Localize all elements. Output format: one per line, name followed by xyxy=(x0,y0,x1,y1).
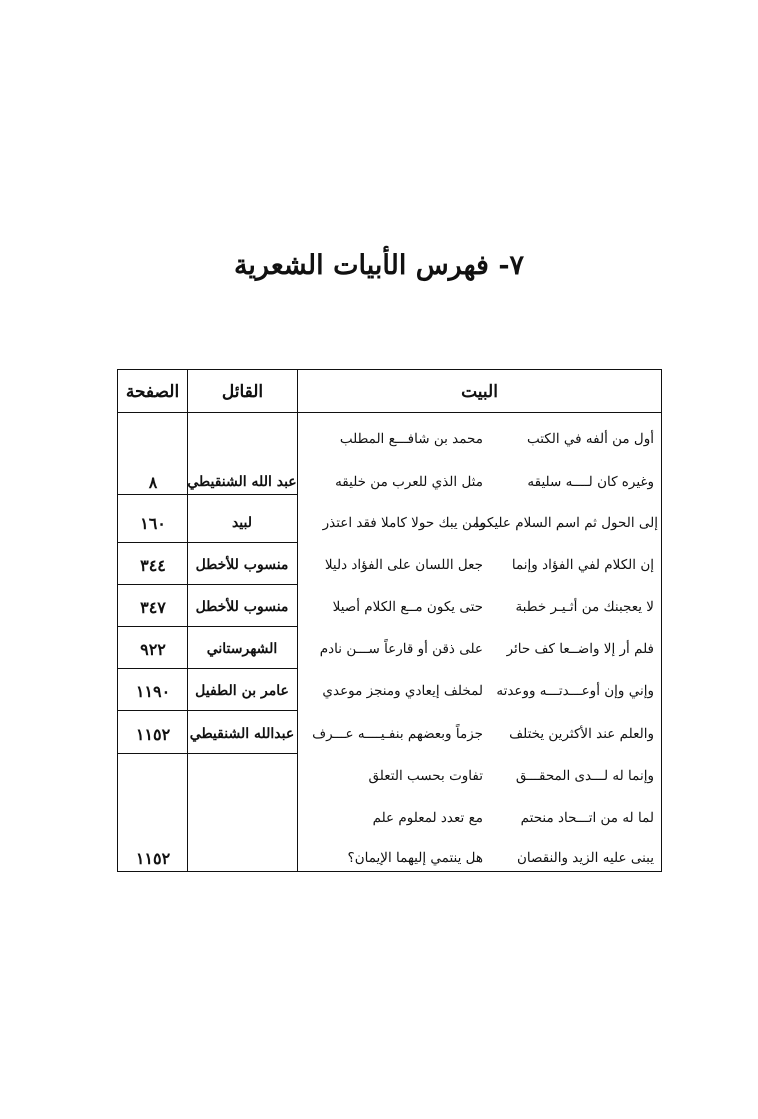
page-number: ١١٩٠ xyxy=(135,682,171,701)
row-divider xyxy=(118,584,297,585)
poet-name: منسوب للأخطل xyxy=(195,557,289,573)
verse-first-hemistich: فلم أر إلا واضــعا كف حائر xyxy=(506,641,654,657)
verse-second-hemistich: تفاوت بحسب التعلق xyxy=(368,768,483,784)
verse-first-hemistich: وإنما له لـــدى المحقـــق xyxy=(515,768,654,784)
column-divider xyxy=(187,370,188,871)
poet-name: عبد الله الشنقيطي xyxy=(187,474,297,490)
verse-first-hemistich: أول من ألفه في الكتب xyxy=(526,431,654,447)
verse-first-hemistich: إن الكلام لفي الفؤاد وإنما xyxy=(511,557,654,573)
page-number: ١٦٠ xyxy=(140,514,166,533)
verse-first-hemistich: يبنى عليه الزيد والنقصان xyxy=(516,850,654,866)
page-title: ٧- فهرس الأبيات الشعرية xyxy=(233,250,525,281)
row-divider xyxy=(118,494,297,495)
verse-first-hemistich: إلى الحول ثم اسم السلام عليكما xyxy=(474,515,658,531)
verse-first-hemistich: وغيره كان لــــه سليقه xyxy=(527,474,654,490)
verse-second-hemistich: ومن يبك حولا كاملا فقد اعتذر xyxy=(322,515,486,531)
verse-first-hemistich: لا يعجبنك من أثـيـر خطبة xyxy=(515,599,654,615)
row-divider xyxy=(118,542,297,543)
poet-name: عبدالله الشنقيطي xyxy=(189,726,295,742)
verse-second-hemistich: مع تعدد لمعلوم علم xyxy=(372,810,483,826)
poet-name: لبيد xyxy=(231,515,253,531)
poetry-index-table xyxy=(117,369,662,872)
poet-name: الشهرستاني xyxy=(206,641,278,657)
page-number: ٨ xyxy=(148,473,158,492)
verse-second-hemistich: حتى يكون مــع الكلام أصيلا xyxy=(332,599,483,615)
header-divider xyxy=(118,412,661,413)
verse-second-hemistich: هل ينتمي إليهما الإيمان؟ xyxy=(347,850,483,866)
page-number: ٣٤٤ xyxy=(140,556,166,575)
row-divider xyxy=(118,753,297,754)
row-divider xyxy=(118,626,297,627)
column-divider xyxy=(297,370,298,871)
page-number: ٣٤٧ xyxy=(140,598,166,617)
poet-name: منسوب للأخطل xyxy=(195,599,289,615)
verse-second-hemistich: على ذقن أو قارعاً ســـن نادم xyxy=(319,641,483,657)
verse-first-hemistich: لما له من اتـــحاد منحتم xyxy=(520,810,654,826)
verse-second-hemistich: محمد بن شافـــع المطلب xyxy=(339,431,483,447)
page-number: ١١٥٢ xyxy=(135,725,171,744)
poet-name: عامر بن الطفيل xyxy=(195,683,289,699)
page-number: ١١٥٢ xyxy=(135,849,171,868)
row-divider xyxy=(118,668,297,669)
header-verse: البيت xyxy=(461,382,498,402)
verse-second-hemistich: مثل الذي للعرب من خليقه xyxy=(335,474,483,490)
verse-first-hemistich: والعلم عند الأكثرين يختلف xyxy=(509,726,654,742)
header-page: الصفحة xyxy=(125,382,180,402)
verse-second-hemistich: جزماً وبعضهم بنفـيــــه عـــرف xyxy=(312,726,483,742)
verse-second-hemistich: جعل اللسان على الفؤاد دليلا xyxy=(324,557,483,573)
header-poet: القائل xyxy=(221,382,264,402)
verse-second-hemistich: لمخلف إيعادي ومنجز موعدي xyxy=(322,683,483,699)
verse-first-hemistich: وإني وإن أوعـــدتـــه ووعدته xyxy=(496,683,654,699)
page-number: ٩٢٢ xyxy=(140,640,166,659)
row-divider xyxy=(118,710,297,711)
